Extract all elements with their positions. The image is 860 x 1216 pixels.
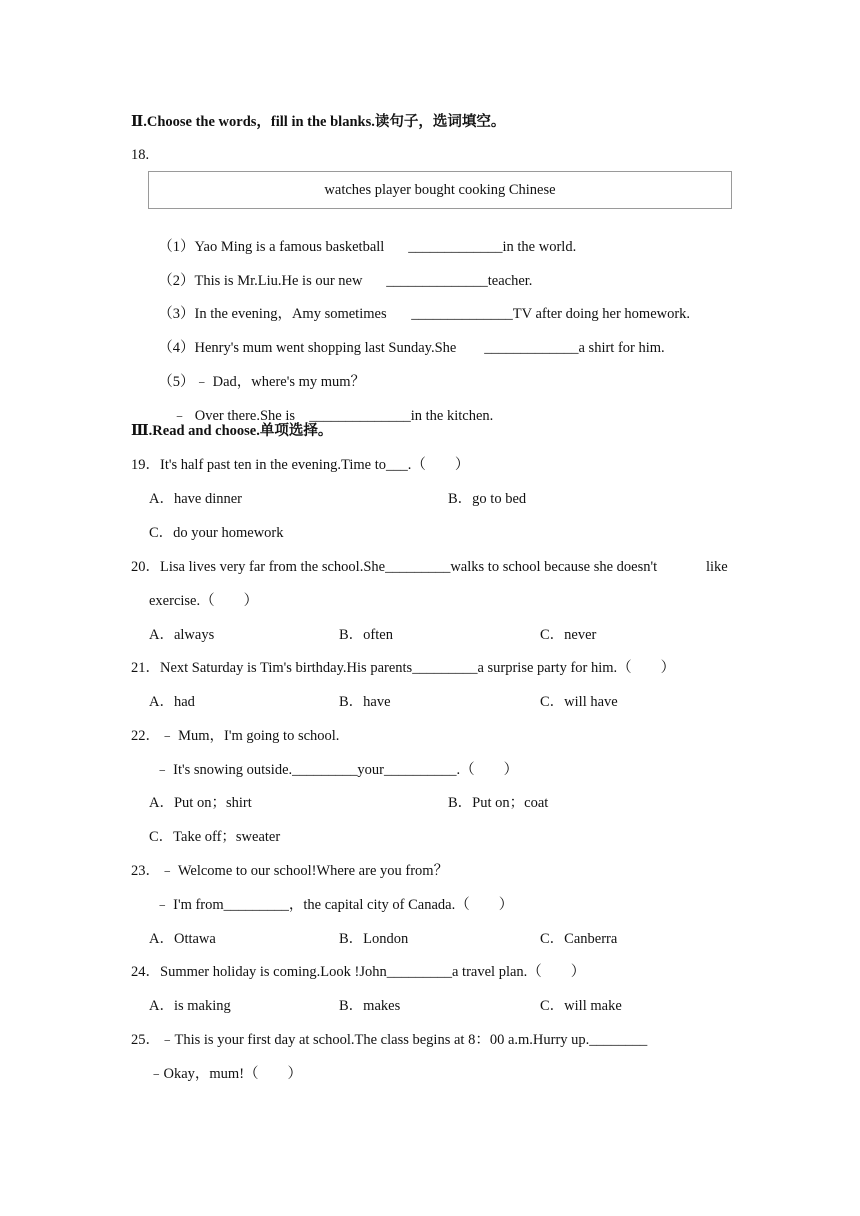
question-19: 19．It's half past ten in the evening.Time to___.（ ） xyxy=(131,457,470,473)
blank-item-5-answer xyxy=(302,389,493,425)
option-b[interactable]: B．go to bed xyxy=(448,491,527,507)
word-bank-box xyxy=(148,171,732,209)
question-24: 24．Summer holiday is coming.Look !John_________a travel plan.（ ） xyxy=(131,964,586,980)
item-text-after: a shirt for him. xyxy=(578,340,665,356)
option-b[interactable]: B．makes xyxy=(339,998,401,1014)
blank-item-2-answer xyxy=(379,254,532,290)
option-b[interactable]: B．London xyxy=(339,931,409,947)
option-c[interactable]: C．never xyxy=(540,627,597,643)
item-text-before: Yao Ming is a famous basketball xyxy=(194,239,385,255)
question-20: 20．Lisa lives very far from the school.She_________walks to school because she doesn't xyxy=(131,559,658,575)
blank-line[interactable]: ______________ xyxy=(309,408,411,424)
item-label: （4） xyxy=(158,340,195,356)
blank-item-1-answer xyxy=(401,220,576,256)
option-a[interactable]: A．Ottawa xyxy=(149,931,216,947)
item-text-before: Over there.She is xyxy=(194,408,296,424)
blank-item-5 xyxy=(151,355,365,391)
word-bank: watches player bought cooking Chinese xyxy=(324,182,556,198)
question-25-reply: ﹣Okay，mum!（ ） xyxy=(149,1066,303,1082)
item-label: （3） xyxy=(158,306,195,322)
item-text-before: Henry's mum went shopping last Sunday.She xyxy=(194,340,457,356)
option-c[interactable]: C．do your homework xyxy=(149,525,284,541)
item-text-after: teacher. xyxy=(487,273,533,289)
question-20-cont: exercise.（ ） xyxy=(149,593,259,609)
option-c[interactable]: C．will have xyxy=(540,694,618,710)
question-20-line-end: like xyxy=(706,559,728,575)
item-text-after: TV after doing her homework. xyxy=(512,306,691,322)
question-25: 25．﹣This is your first day at school.The class begins at 8：00 a.m.Hurry up.________ xyxy=(131,1032,648,1048)
option-c[interactable]: C．Canberra xyxy=(540,931,618,947)
blank-item-2 xyxy=(151,254,362,290)
item-text-before: This is Mr.Liu.He is our new xyxy=(194,273,363,289)
question-22: 22．﹣ Mum，I'm going to school. xyxy=(131,728,340,744)
blank-line[interactable]: ______________ xyxy=(386,273,488,289)
question-21: 21．Next Saturday is Tim's birthday.His parents_________a surprise party for him.（ ） xyxy=(131,660,676,676)
option-a[interactable]: A．is making xyxy=(149,998,231,1014)
blank-line[interactable]: ______________ xyxy=(411,306,513,322)
blank-line[interactable]: _____________ xyxy=(408,239,503,255)
option-b[interactable]: B．often xyxy=(339,627,393,643)
option-a[interactable]: A．had xyxy=(149,694,195,710)
option-b[interactable]: B．have xyxy=(339,694,391,710)
item-label: （2） xyxy=(158,273,195,289)
blank-item-5-reply xyxy=(165,389,295,425)
section-heading-2: Ⅱ.Choose the words，fill in the blanks.读句子，选词填空。 xyxy=(131,114,506,130)
option-b[interactable]: B．Put on；coat xyxy=(448,795,549,811)
question-22-reply: ﹣ It's snowing outside._________your__________.（ ） xyxy=(155,762,519,778)
blank-item-3 xyxy=(151,287,387,323)
question-23: 23．﹣ Welcome to our school!Where are you from？ xyxy=(131,863,449,879)
question-23-reply: ﹣ I'm from_________，the capital city of Canada.（ ） xyxy=(155,897,514,913)
blank-line[interactable]: _____________ xyxy=(484,340,579,356)
blank-item-4-answer xyxy=(477,321,665,357)
item-label: （5） xyxy=(158,374,195,390)
option-c[interactable]: C．Take off；sweater xyxy=(149,829,281,845)
item-text-before: ﹣ Dad，where's my mum？ xyxy=(194,374,366,390)
item-text-before: In the evening，Amy sometimes xyxy=(194,306,387,322)
option-a[interactable]: A．Put on；shirt xyxy=(149,795,252,811)
option-a[interactable]: A．always xyxy=(149,627,215,643)
option-a[interactable]: A．have dinner xyxy=(149,491,243,507)
option-c[interactable]: C．will make xyxy=(540,998,622,1014)
section-heading-3: Ⅲ.Read and choose.单项选择。 xyxy=(131,423,333,439)
question-number-18: 18. xyxy=(131,147,150,163)
blank-item-4 xyxy=(151,321,456,357)
blank-item-3-answer xyxy=(404,287,690,323)
item-text-after: in the kitchen. xyxy=(410,408,494,424)
blank-item-1 xyxy=(151,220,384,256)
item-text-after: in the world. xyxy=(502,239,577,255)
item-label: （1） xyxy=(158,239,195,255)
dash-marker: ﹣ xyxy=(172,408,187,424)
